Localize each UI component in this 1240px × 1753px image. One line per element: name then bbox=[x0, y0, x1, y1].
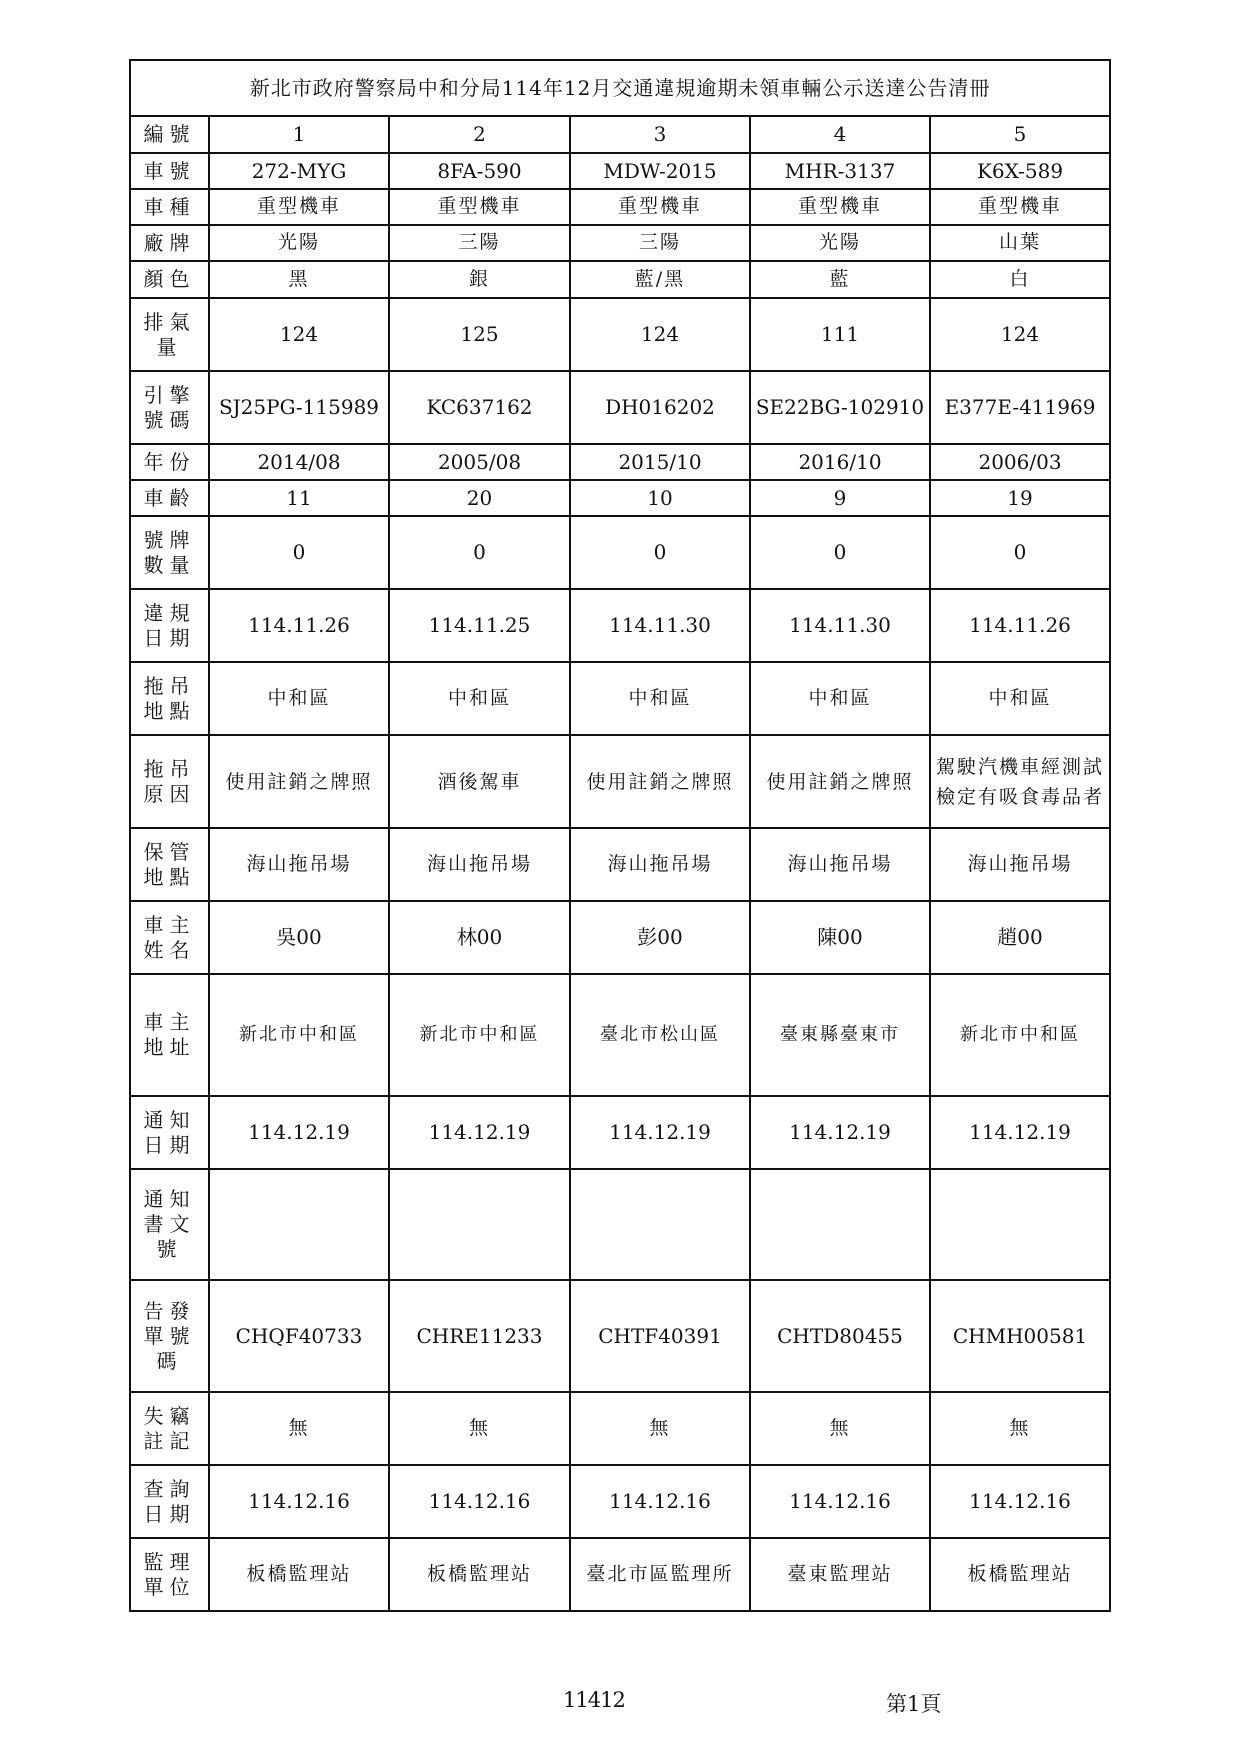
cell-age: 10 bbox=[570, 480, 750, 516]
cell-violation-date: 114.11.26 bbox=[209, 589, 389, 662]
cell-displacement: 124 bbox=[930, 298, 1110, 371]
table-row-notice-doc-no bbox=[130, 1169, 1110, 1280]
cell-tow-location: 中和區 bbox=[570, 662, 750, 735]
cell-dmv-unit: 臺北市區監理所 bbox=[570, 1538, 750, 1611]
cell-year: 2014/08 bbox=[209, 444, 389, 480]
vehicle-notice-table bbox=[129, 59, 1111, 1612]
cell-ticket-no: CHQF40733 bbox=[209, 1280, 389, 1392]
cell-vehicle-type: 重型機車 bbox=[930, 189, 1110, 225]
table-row-vehicle-type bbox=[130, 189, 1110, 225]
cell-notice-doc-no bbox=[570, 1169, 750, 1280]
cell-number: 5 bbox=[930, 116, 1110, 153]
cell-displacement: 111 bbox=[750, 298, 930, 371]
row-label: 號牌 數量 bbox=[130, 516, 209, 589]
cell-owner-name: 吳00 bbox=[209, 901, 389, 974]
cell-engine-no: SJ25PG-115989 bbox=[209, 371, 389, 444]
row-label: 保管 地點 bbox=[130, 828, 209, 901]
cell-plate-count: 0 bbox=[389, 516, 570, 589]
table-row-theft-note bbox=[130, 1392, 1110, 1465]
cell-violation-date: 114.11.25 bbox=[389, 589, 570, 662]
row-label: 通知 書文 號 bbox=[130, 1169, 209, 1280]
cell-storage-location: 海山拖吊場 bbox=[570, 828, 750, 901]
cell-ticket-no: CHTF40391 bbox=[570, 1280, 750, 1392]
table-row-year bbox=[130, 444, 1110, 480]
cell-notice-date: 114.12.19 bbox=[209, 1096, 389, 1169]
table-row-tow-reason bbox=[130, 735, 1110, 828]
table-row-brand bbox=[130, 225, 1110, 261]
cell-notice-date: 114.12.19 bbox=[570, 1096, 750, 1169]
cell-notice-doc-no bbox=[209, 1169, 389, 1280]
table-row-ticket-no bbox=[130, 1280, 1110, 1392]
cell-notice-doc-no bbox=[930, 1169, 1110, 1280]
cell-query-date: 114.12.16 bbox=[930, 1465, 1110, 1538]
row-label: 拖吊 原因 bbox=[130, 735, 209, 828]
cell-tow-reason: 使用註銷之牌照 bbox=[209, 735, 389, 828]
cell-theft-note: 無 bbox=[209, 1392, 389, 1465]
title-row bbox=[130, 60, 1110, 116]
cell-brand: 三陽 bbox=[389, 225, 570, 261]
table-row-plate bbox=[130, 153, 1110, 189]
row-label: 編號 bbox=[130, 116, 209, 153]
cell-tow-location: 中和區 bbox=[209, 662, 389, 735]
cell-violation-date: 114.11.26 bbox=[930, 589, 1110, 662]
cell-tow-location: 中和區 bbox=[750, 662, 930, 735]
cell-displacement: 124 bbox=[209, 298, 389, 371]
row-label: 車主 姓名 bbox=[130, 901, 209, 974]
row-label: 排氣 量 bbox=[130, 298, 209, 371]
cell-owner-name: 林00 bbox=[389, 901, 570, 974]
row-label: 引擎 號碼 bbox=[130, 371, 209, 444]
cell-tow-reason: 駕駛汽機車經測試檢定有吸食毒品者 bbox=[930, 735, 1110, 828]
cell-brand: 光陽 bbox=[209, 225, 389, 261]
cell-vehicle-type: 重型機車 bbox=[570, 189, 750, 225]
cell-theft-note: 無 bbox=[750, 1392, 930, 1465]
cell-displacement: 124 bbox=[570, 298, 750, 371]
row-label: 監理 單位 bbox=[130, 1538, 209, 1611]
table-row-color bbox=[130, 261, 1110, 298]
cell-owner-name: 彭00 bbox=[570, 901, 750, 974]
table-row-tow-location bbox=[130, 662, 1110, 735]
row-label: 違規 日期 bbox=[130, 589, 209, 662]
cell-plate: MHR-3137 bbox=[750, 153, 930, 189]
cell-plate-count: 0 bbox=[570, 516, 750, 589]
document-title: 新北市政府警察局中和分局114年12月交通違規逾期未領車輛公示送達公告清冊 bbox=[130, 60, 1110, 116]
cell-notice-date: 114.12.19 bbox=[930, 1096, 1110, 1169]
cell-color: 藍 bbox=[750, 261, 930, 298]
cell-year: 2016/10 bbox=[750, 444, 930, 480]
cell-violation-date: 114.11.30 bbox=[750, 589, 930, 662]
cell-brand: 三陽 bbox=[570, 225, 750, 261]
table-row-engine-no bbox=[130, 371, 1110, 444]
cell-dmv-unit: 板橋監理站 bbox=[389, 1538, 570, 1611]
cell-year: 2015/10 bbox=[570, 444, 750, 480]
cell-query-date: 114.12.16 bbox=[209, 1465, 389, 1538]
cell-plate-count: 0 bbox=[930, 516, 1110, 589]
cell-theft-note: 無 bbox=[930, 1392, 1110, 1465]
cell-owner-address: 新北市中和區 bbox=[930, 974, 1110, 1096]
cell-owner-address: 臺東縣臺東市 bbox=[750, 974, 930, 1096]
cell-plate-count: 0 bbox=[750, 516, 930, 589]
cell-tow-reason: 使用註銷之牌照 bbox=[750, 735, 930, 828]
row-label: 廠牌 bbox=[130, 225, 209, 261]
cell-engine-no: E377E-411969 bbox=[930, 371, 1110, 444]
cell-dmv-unit: 板橋監理站 bbox=[930, 1538, 1110, 1611]
cell-theft-note: 無 bbox=[389, 1392, 570, 1465]
cell-notice-date: 114.12.19 bbox=[389, 1096, 570, 1169]
row-label: 顏色 bbox=[130, 261, 209, 298]
cell-theft-note: 無 bbox=[570, 1392, 750, 1465]
cell-engine-no: DH016202 bbox=[570, 371, 750, 444]
cell-query-date: 114.12.16 bbox=[750, 1465, 930, 1538]
row-label: 通知 日期 bbox=[130, 1096, 209, 1169]
cell-color: 銀 bbox=[389, 261, 570, 298]
cell-number: 1 bbox=[209, 116, 389, 153]
cell-color: 白 bbox=[930, 261, 1110, 298]
cell-color: 藍/黑 bbox=[570, 261, 750, 298]
cell-notice-doc-no bbox=[389, 1169, 570, 1280]
cell-notice-date: 114.12.19 bbox=[750, 1096, 930, 1169]
row-label: 車主 地址 bbox=[130, 974, 209, 1096]
row-label: 車齡 bbox=[130, 480, 209, 516]
cell-displacement: 125 bbox=[389, 298, 570, 371]
cell-owner-address: 新北市中和區 bbox=[389, 974, 570, 1096]
cell-tow-reason: 使用註銷之牌照 bbox=[570, 735, 750, 828]
cell-plate: MDW-2015 bbox=[570, 153, 750, 189]
cell-plate: 8FA-590 bbox=[389, 153, 570, 189]
table-row-number bbox=[130, 116, 1110, 153]
cell-query-date: 114.12.16 bbox=[389, 1465, 570, 1538]
cell-age: 9 bbox=[750, 480, 930, 516]
cell-vehicle-type: 重型機車 bbox=[389, 189, 570, 225]
cell-engine-no: SE22BG-102910 bbox=[750, 371, 930, 444]
cell-storage-location: 海山拖吊場 bbox=[389, 828, 570, 901]
row-label: 查詢 日期 bbox=[130, 1465, 209, 1538]
row-label: 車種 bbox=[130, 189, 209, 225]
page-number: 第1頁 bbox=[886, 1692, 942, 1716]
cell-dmv-unit: 臺東監理站 bbox=[750, 1538, 930, 1611]
row-label: 拖吊 地點 bbox=[130, 662, 209, 735]
cell-query-date: 114.12.16 bbox=[570, 1465, 750, 1538]
cell-plate: 272-MYG bbox=[209, 153, 389, 189]
cell-year: 2005/08 bbox=[389, 444, 570, 480]
cell-tow-location: 中和區 bbox=[389, 662, 570, 735]
row-label: 年份 bbox=[130, 444, 209, 480]
cell-plate: K6X-589 bbox=[930, 153, 1110, 189]
cell-brand: 光陽 bbox=[750, 225, 930, 261]
table-row-age bbox=[130, 480, 1110, 516]
cell-dmv-unit: 板橋監理站 bbox=[209, 1538, 389, 1611]
table-row-owner-name bbox=[130, 901, 1110, 974]
row-label: 車號 bbox=[130, 153, 209, 189]
cell-color: 黑 bbox=[209, 261, 389, 298]
cell-engine-no: KC637162 bbox=[389, 371, 570, 444]
table-row-plate-count bbox=[130, 516, 1110, 589]
cell-owner-name: 趙00 bbox=[930, 901, 1110, 974]
cell-vehicle-type: 重型機車 bbox=[209, 189, 389, 225]
cell-age: 19 bbox=[930, 480, 1110, 516]
table-row-notice-date bbox=[130, 1096, 1110, 1169]
cell-storage-location: 海山拖吊場 bbox=[750, 828, 930, 901]
table-row-violation-date bbox=[130, 589, 1110, 662]
cell-violation-date: 114.11.30 bbox=[570, 589, 750, 662]
cell-owner-address: 臺北市松山區 bbox=[570, 974, 750, 1096]
table-row-dmv-unit bbox=[130, 1538, 1110, 1611]
row-label: 告發 單號 碼 bbox=[130, 1280, 209, 1392]
cell-age: 20 bbox=[389, 480, 570, 516]
cell-number: 4 bbox=[750, 116, 930, 153]
table-row-query-date bbox=[130, 1465, 1110, 1538]
cell-storage-location: 海山拖吊場 bbox=[209, 828, 389, 901]
cell-number: 3 bbox=[570, 116, 750, 153]
cell-tow-location: 中和區 bbox=[930, 662, 1110, 735]
table-row-owner-address bbox=[130, 974, 1110, 1096]
cell-ticket-no: CHMH00581 bbox=[930, 1280, 1110, 1392]
cell-plate-count: 0 bbox=[209, 516, 389, 589]
cell-number: 2 bbox=[389, 116, 570, 153]
table-row-storage-location bbox=[130, 828, 1110, 901]
cell-vehicle-type: 重型機車 bbox=[750, 189, 930, 225]
table-row-displacement bbox=[130, 298, 1110, 371]
footer-code: 11412 bbox=[563, 1688, 625, 1712]
cell-owner-name: 陳00 bbox=[750, 901, 930, 974]
cell-notice-doc-no bbox=[750, 1169, 930, 1280]
cell-year: 2006/03 bbox=[930, 444, 1110, 480]
cell-owner-address: 新北市中和區 bbox=[209, 974, 389, 1096]
cell-age: 11 bbox=[209, 480, 389, 516]
cell-brand: 山葉 bbox=[930, 225, 1110, 261]
cell-storage-location: 海山拖吊場 bbox=[930, 828, 1110, 901]
cell-ticket-no: CHRE11233 bbox=[389, 1280, 570, 1392]
row-label: 失竊 註記 bbox=[130, 1392, 209, 1465]
cell-ticket-no: CHTD80455 bbox=[750, 1280, 930, 1392]
cell-tow-reason: 酒後駕車 bbox=[389, 735, 570, 828]
